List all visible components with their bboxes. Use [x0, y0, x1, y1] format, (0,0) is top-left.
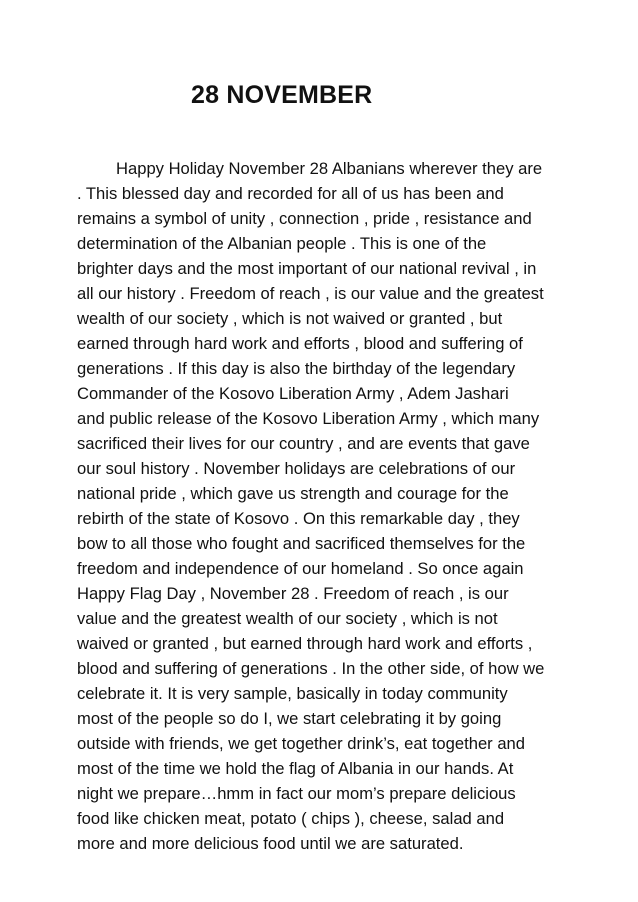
- paragraph-line: earned through hard work and efforts , blood and suffering of: [77, 334, 523, 353]
- paragraph-line: food like chicken meat, potato ( chips ), cheese, salad and: [77, 809, 505, 828]
- paragraph-line: sacrificed their lives for our country , and are events that gave: [77, 434, 530, 453]
- paragraph-line: celebrate it. It is very sample, basically in today community: [77, 684, 508, 703]
- paragraph-line: wealth of our society , which is not waived or granted , but: [77, 309, 503, 328]
- paragraph-line: rebirth of the state of Kosovo . On this remarkable day , they: [77, 509, 520, 528]
- paragraph-line: outside with friends, we get together drink’s, eat together and: [77, 734, 525, 753]
- paragraph-line: determination of the Albanian people . This is one of the: [77, 234, 487, 253]
- paragraph-line: freedom and independence of our homeland . So once again: [77, 559, 524, 578]
- paragraph-line: more and more delicious food until we are saturated.: [77, 834, 464, 853]
- paragraph-line: Happy Holiday November 28 Albanians wherever they are: [116, 159, 543, 178]
- body-paragraph: [77, 156, 577, 856]
- paragraph-line: remains a symbol of unity , connection , pride , resistance and: [77, 209, 532, 228]
- paragraph-line: most of the time we hold the flag of Albania in our hands. At: [77, 759, 514, 778]
- paragraph-line: national pride , which gave us strength and courage for the: [77, 484, 509, 503]
- paragraph-line: night we prepare…hmm in fact our mom’s prepare delicious: [77, 784, 516, 803]
- paragraph-line: generations . If this day is also the birthday of the legendary: [77, 359, 516, 378]
- paragraph-line: blood and suffering of generations . In the other side, of how we: [77, 659, 545, 678]
- paragraph-line: Happy Flag Day , November 28 . Freedom of reach , is our: [77, 584, 509, 603]
- page-title: 28 NOVEMBER: [191, 81, 373, 109]
- paragraph-line: . This blessed day and recorded for all of us has been and: [77, 184, 504, 203]
- paragraph-line: our soul history . November holidays are celebrations of our: [77, 459, 516, 478]
- paragraph-line: all our history . Freedom of reach , is our value and the greatest: [77, 284, 544, 303]
- paragraph-line: Commander of the Kosovo Liberation Army , Adem Jashari: [77, 384, 509, 403]
- paragraph-line: brighter days and the most important of our national revival , in: [77, 259, 537, 278]
- paragraph-line: most of the people so do I, we start celebrating it by going: [77, 709, 502, 728]
- paragraph-line: bow to all those who fought and sacrificed themselves for the: [77, 534, 526, 553]
- paragraph-line: value and the greatest wealth of our society , which is not: [77, 609, 498, 628]
- paragraph-line: waived or granted , but earned through hard work and efforts ,: [77, 634, 533, 653]
- paragraph-line: and public release of the Kosovo Liberation Army , which many: [77, 409, 540, 428]
